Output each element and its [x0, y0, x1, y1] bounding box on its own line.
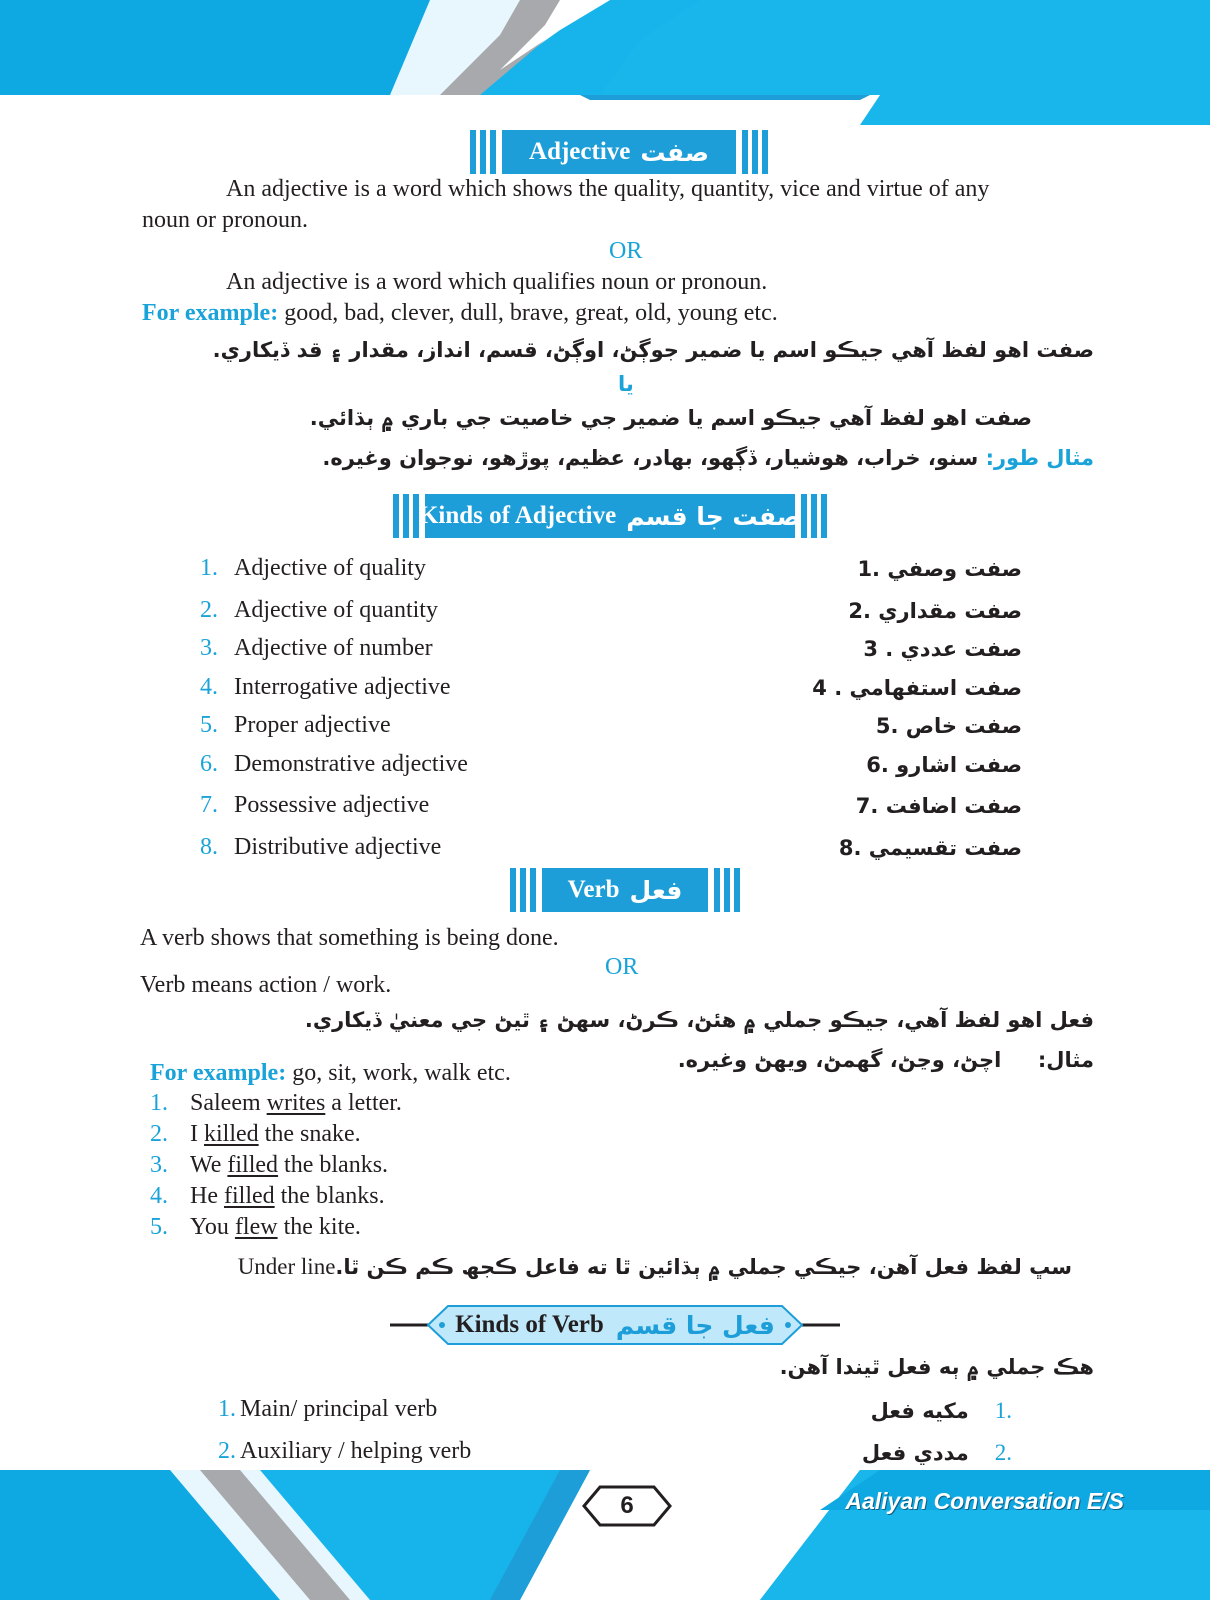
verb-definition-1: A verb shows that something is being done. — [140, 925, 559, 951]
heading-en: Adjective — [529, 138, 631, 165]
list-number: 3. — [150, 1152, 168, 1178]
adjective-kind-sd: 6. صفت اشارو — [866, 753, 1022, 777]
list-number: 1. — [150, 1090, 168, 1116]
adjective-kind-en — [200, 674, 451, 701]
sd-or: يا — [618, 372, 634, 396]
sd-verb-example-label: مثال: — [1037, 1048, 1094, 1072]
adjective-kind-label: Adjective of number — [234, 635, 433, 661]
list-number: 6. — [200, 751, 218, 777]
adjective-kind-en — [200, 792, 429, 819]
adjective-kind-en — [200, 555, 426, 582]
example-text: good, bad, clever, dull, brave, great, old, young etc. — [284, 300, 778, 326]
sd-underline-text: سڀ لفظ فعل آهن، جيڪي جملي ۾ ٻڌائين ٿا ته فاعل ڪجھ ڪم ڪن ٿا. — [335, 1255, 1072, 1279]
underlined-verb: writes — [266, 1090, 326, 1116]
sd-definition-1: صفت اهو لفظ آهي جيڪو اسم يا ضمير جوڳڻ، اوڳڻ، قسم، انداز، مقدار ۽ قد ڏيکاري. — [212, 338, 1094, 362]
adjective-kind-sd: 5. صفت خاص — [875, 714, 1022, 738]
heading-en: Verb — [567, 876, 620, 903]
list-number: 2. — [150, 1121, 168, 1147]
adjective-kind-sd: 8. صفت تقسيمي — [838, 836, 1022, 860]
adjective-kind-en — [200, 751, 468, 778]
list-number: 4. — [150, 1183, 168, 1209]
adjective-kind-label: Interrogative adjective — [234, 674, 451, 700]
or-label-2: OR — [605, 954, 639, 980]
heading-bars-left — [510, 868, 536, 912]
adjective-kind-sd: 2. صفت مقداري — [848, 599, 1022, 623]
heading-sd: فعل — [629, 875, 683, 905]
heading-kinds-of-adjective — [393, 494, 833, 538]
adjective-kind-label: Proper adjective — [234, 712, 391, 738]
adjective-kind-en — [200, 635, 433, 662]
or-label: OR — [609, 238, 643, 264]
list-number: 3. — [200, 635, 218, 661]
adjective-kind-sd: 4 . صفت استفهامي — [812, 676, 1022, 700]
sentence-start: We — [190, 1152, 228, 1178]
adjective-kind-label: Demonstrative adjective — [234, 751, 468, 777]
underlined-verb: killed — [204, 1121, 259, 1147]
sd-verb-example — [678, 1048, 1094, 1072]
sd-verb-definition: فعل اهو لفظ آهي، جيڪو جملي ۾ هئڻ، ڪرڻ، سهڻ ۽ ٿيڻ جي معنيٰ ڏيکاري. — [304, 1008, 1094, 1032]
verb-example — [150, 1183, 385, 1210]
sentence-start: You — [190, 1214, 235, 1240]
example-label-2: For example: — [150, 1060, 287, 1086]
adjective-kind-en — [200, 597, 438, 624]
heading-adjective — [470, 130, 770, 174]
heading-sd: صفت جا قسم — [626, 501, 802, 531]
verb-kind-sd-label: مددي فعل — [861, 1441, 969, 1465]
verb-kind-en — [218, 1396, 437, 1423]
heading-en: Kinds of Adjective — [418, 502, 617, 529]
heading-sd: صفت — [640, 137, 709, 167]
sentence-end: a letter. — [325, 1090, 402, 1116]
verb-kind-en — [218, 1438, 471, 1465]
adjective-kind-label: Adjective of quantity — [234, 597, 438, 623]
list-number: 2. — [200, 597, 218, 623]
sentence-start: I — [190, 1121, 204, 1147]
verb-kind-label: Main/ principal verb — [240, 1396, 438, 1422]
sentence-start: He — [190, 1183, 224, 1209]
adjective-kind-label: Possessive adjective — [234, 792, 430, 818]
verb-definition-2: Verb means action / work. — [140, 972, 392, 998]
heading-en: Kinds of Verb — [455, 1311, 604, 1338]
example-text-2: go, sit, work, walk etc. — [292, 1060, 511, 1086]
sentence-end: the kite. — [277, 1214, 361, 1240]
heading-sd: فعل جا قسم — [615, 1310, 775, 1340]
sentence-start: Saleem — [190, 1090, 267, 1116]
list-number: 1. — [218, 1396, 236, 1422]
adjective-kind-sd: 1. صفت وصفي — [857, 557, 1022, 581]
sentence-end: the blanks. — [274, 1183, 385, 1209]
verb-kind-label: Auxiliary / helping verb — [240, 1438, 472, 1464]
page-number-badge — [582, 1484, 672, 1528]
verb-kind-sd-label: مکيه فعل — [870, 1399, 969, 1423]
heading-verb — [510, 868, 740, 912]
heading-bars-left — [393, 494, 419, 538]
heading-box — [418, 494, 802, 538]
footer-title: Aaliyan Conversation E/S — [845, 1488, 1124, 1514]
definition-line-2: An adjective is a word which qualifies noun or pronoun. — [226, 269, 768, 295]
verb-example — [150, 1214, 361, 1241]
sd-example-line — [322, 446, 1094, 470]
sd-example-label: مثال طور: — [985, 446, 1094, 470]
verb-example — [150, 1152, 388, 1179]
definition-line-1: An adjective is a word which shows the quality, quantity, vice and virtue of any — [226, 176, 990, 202]
list-number: 7. — [200, 792, 218, 818]
verb-kind-sd — [871, 1398, 1012, 1424]
sd-definition-2: صفت اهو لفظ آهي جيڪو اسم يا ضمير جي خاصيت جي باري ۾ ٻڌائي. — [309, 406, 1032, 430]
page-number: 6 — [620, 1492, 634, 1519]
heading-box — [542, 868, 708, 912]
list-number: 2. — [218, 1438, 236, 1464]
list-number: 8. — [200, 834, 218, 860]
list-number: .2 — [994, 1440, 1012, 1465]
list-number: 5. — [200, 712, 218, 738]
heading-bars-right — [801, 494, 827, 538]
adjective-kind-en — [200, 712, 391, 739]
verb-example — [150, 1090, 402, 1117]
example-line-2 — [150, 1060, 511, 1087]
sd-verb-example-text: اچڻ، وڃڻ، گهمڻ، ويهڻ وغيره. — [677, 1048, 1002, 1072]
heading-box — [502, 130, 736, 174]
sd-example-text: سنو، خراب، هوشيار، ڏڳهو، بهادر، عظيم، پوڙهو، نوجوان وغيره. — [322, 446, 979, 470]
underlined-verb: flew — [234, 1214, 278, 1240]
example-label: For example: — [142, 300, 279, 326]
sd-underline-note — [238, 1254, 1072, 1280]
adjective-kind-sd: 7. صفت اضافت — [855, 794, 1022, 818]
sentence-end: the snake. — [258, 1121, 361, 1147]
example-line — [142, 300, 778, 327]
adjective-kind-sd: 3 . صفت عددي — [863, 637, 1022, 661]
sd-underline-en: Under line — [237, 1254, 336, 1279]
adjective-kind-en — [200, 834, 441, 861]
underlined-verb: filled — [223, 1183, 275, 1209]
underlined-verb: filled — [227, 1152, 279, 1178]
adjective-kind-label: Distributive adjective — [234, 834, 442, 860]
list-number: 5. — [150, 1214, 168, 1240]
heading-box — [450, 1302, 780, 1348]
heading-bars-left — [470, 130, 496, 174]
list-number: 4. — [200, 674, 218, 700]
header-decoration — [0, 0, 1210, 130]
definition-line-1b: noun or pronoun. — [142, 207, 308, 233]
sd-verb-kinds-intro: هڪ جملي ۾ ٻه فعل ٿيندا آهن. — [779, 1355, 1094, 1379]
adjective-kind-label: Adjective of quality — [234, 555, 426, 581]
verb-kind-sd — [862, 1440, 1012, 1466]
list-number: .1 — [994, 1398, 1012, 1423]
sentence-end: the blanks. — [278, 1152, 389, 1178]
heading-bars-right — [742, 130, 768, 174]
heading-bars-right — [714, 868, 740, 912]
list-number: 1. — [200, 555, 218, 581]
verb-example — [150, 1121, 361, 1148]
heading-kinds-of-verb — [390, 1302, 840, 1348]
